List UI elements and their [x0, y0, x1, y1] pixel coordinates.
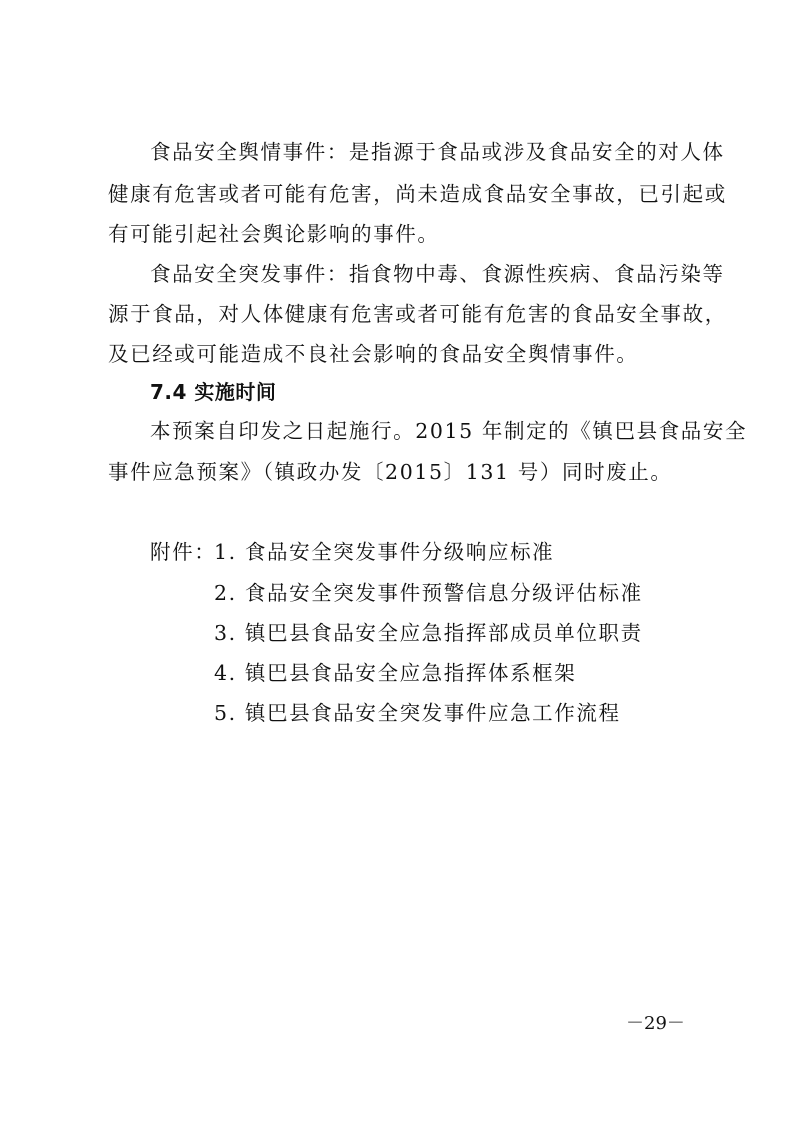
attachment-item-2: 2. 食品安全突发事件预警信息分级评估标准 [214, 581, 643, 605]
attachment-item-3: 3. 镇巴县食品安全应急指挥部成员单位职责 [214, 621, 643, 645]
paragraph-2-line-3: 及已经或可能造成不良社会影响的食品安全舆情事件。 [108, 342, 639, 366]
paragraph-1-line-3: 有可能引起社会舆论影响的事件。 [108, 222, 440, 246]
paragraph-2-line-2: 源于食品，对人体健康有危害或者可能有危害的食品安全事故， [108, 302, 727, 326]
paragraph-1-line-1: 食品安全舆情事件：是指源于食品或涉及食品安全的对人体 [150, 140, 725, 164]
paragraph-2-line-1: 食品安全突发事件：指食物中毒、食源性疾病、食品污染等 [150, 262, 725, 286]
paragraph-3-line-1: 本预案自印发之日起施行。2015 年制定的《镇巴县食品安全 [150, 419, 748, 443]
paragraph-1-line-2: 健康有危害或者可能有危害，尚未造成食品安全事故，已引起或 [108, 182, 727, 206]
attachment-item-4: 4. 镇巴县食品安全应急指挥体系框架 [214, 661, 577, 685]
paragraph-3-line-2: 事件应急预案》（镇政办发〔2015〕131 号）同时废止。 [108, 460, 673, 484]
attachment-item-1: 1. 食品安全突发事件分级响应标准 [214, 540, 555, 564]
attachment-item-5: 5. 镇巴县食品安全突发事件应急工作流程 [214, 701, 621, 725]
section-heading: 7.4 实施时间 [150, 380, 277, 404]
attachments-label: 附件： [150, 540, 217, 564]
page-number: －29－ [626, 1013, 685, 1034]
